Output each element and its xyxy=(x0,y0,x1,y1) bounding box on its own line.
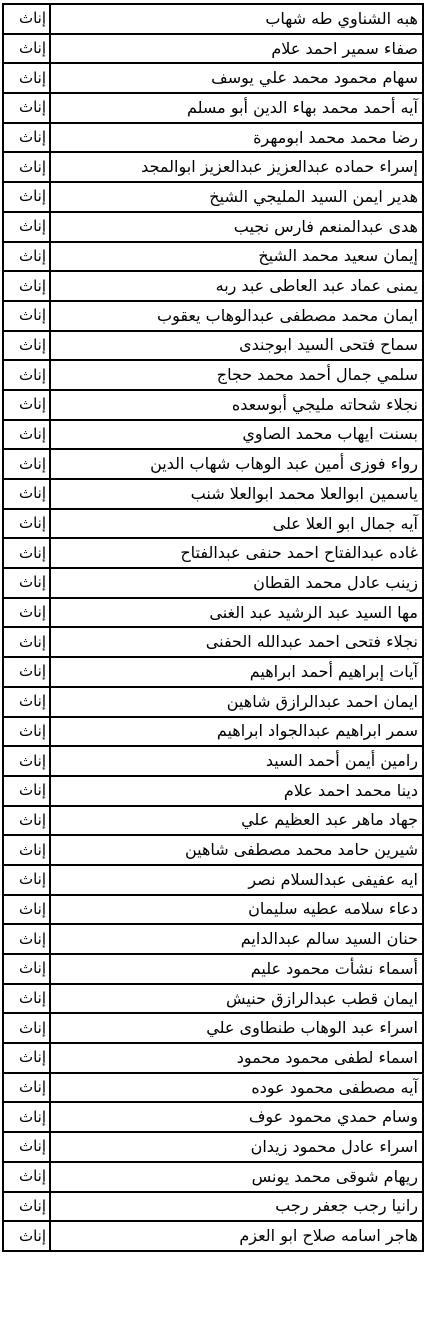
gender-cell: إناث xyxy=(3,806,50,836)
name-cell: آيه أحمد محمد بهاء الدين أبو مسلم xyxy=(50,93,423,123)
gender-cell: إناث xyxy=(3,212,50,242)
name-cell: يمنى عماد عبد العاطى عبد ربه xyxy=(50,271,423,301)
table-row xyxy=(3,509,423,539)
gender-cell: إناث xyxy=(3,123,50,153)
table-row xyxy=(3,123,423,153)
table-row xyxy=(3,34,423,64)
gender-cell: إناث xyxy=(3,390,50,420)
name-cell: هدى عبدالمنعم فارس نجيب xyxy=(50,212,423,242)
name-cell: اسراء عادل محمود زيدان xyxy=(50,1132,423,1162)
table-row xyxy=(3,1221,423,1251)
gender-cell: إناث xyxy=(3,538,50,568)
name-cell: هاجر اسامه صلاح ابو العزم xyxy=(50,1221,423,1251)
gender-cell: إناث xyxy=(3,242,50,272)
gender-cell: إناث xyxy=(3,182,50,212)
name-cell: آيه مصطفى محمود عوده xyxy=(50,1073,423,1103)
table-row xyxy=(3,449,423,479)
gender-cell: إناث xyxy=(3,271,50,301)
table-row xyxy=(3,1073,423,1103)
table-row xyxy=(3,1102,423,1132)
name-cell: ياسمين ابوالعلا محمد ابوالعلا شنب xyxy=(50,479,423,509)
table-row xyxy=(3,360,423,390)
table-row xyxy=(3,924,423,954)
gender-cell: إناث xyxy=(3,568,50,598)
table-row xyxy=(3,568,423,598)
table-row xyxy=(3,271,423,301)
table-row xyxy=(3,627,423,657)
table-row xyxy=(3,242,423,272)
gender-cell: إناث xyxy=(3,1162,50,1192)
gender-cell: إناث xyxy=(3,835,50,865)
table-row xyxy=(3,657,423,687)
name-cell: ايمان احمد عبدالرازق شاهين xyxy=(50,687,423,717)
gender-cell: إناث xyxy=(3,331,50,361)
gender-cell: إناث xyxy=(3,360,50,390)
name-cell: سماح فتحى السيد ابوجندى xyxy=(50,331,423,361)
table-row xyxy=(3,538,423,568)
table-row xyxy=(3,687,423,717)
names-table-body xyxy=(3,4,423,1251)
table-row xyxy=(3,93,423,123)
name-cell: بسنت ايهاب محمد الصاوي xyxy=(50,420,423,450)
name-cell: جهاد ماهر عبد العظيم علي xyxy=(50,806,423,836)
gender-cell: إناث xyxy=(3,865,50,895)
name-cell: رواء فوزى أمين عبد الوهاب شهاب الدين xyxy=(50,449,423,479)
gender-cell: إناث xyxy=(3,1013,50,1043)
table-row xyxy=(3,984,423,1014)
name-cell: هدير ايمن السيد المليجي الشيخ xyxy=(50,182,423,212)
name-cell: إسراء حماده عبدالعزيز عبدالعزيز ابوالمجد xyxy=(50,152,423,182)
gender-cell: إناث xyxy=(3,420,50,450)
table-row xyxy=(3,865,423,895)
gender-cell: إناث xyxy=(3,746,50,776)
gender-cell: إناث xyxy=(3,776,50,806)
name-cell: دينا محمد احمد علام xyxy=(50,776,423,806)
table-row xyxy=(3,212,423,242)
gender-cell: إناث xyxy=(3,984,50,1014)
gender-cell: إناث xyxy=(3,924,50,954)
table-row xyxy=(3,1192,423,1222)
table-row xyxy=(3,479,423,509)
gender-cell: إناث xyxy=(3,4,50,34)
name-cell: رانيا رجب جعفر رجب xyxy=(50,1192,423,1222)
name-cell: إيمان سعيد محمد الشيخ xyxy=(50,242,423,272)
name-cell: صفاء سمير احمد علام xyxy=(50,34,423,64)
table-row xyxy=(3,301,423,331)
gender-cell: إناث xyxy=(3,509,50,539)
table-row xyxy=(3,776,423,806)
table-row xyxy=(3,717,423,747)
name-cell: ريهام شوقى محمد يونس xyxy=(50,1162,423,1192)
table-row xyxy=(3,746,423,776)
gender-cell: إناث xyxy=(3,301,50,331)
table-row xyxy=(3,954,423,984)
name-cell: نجلاء فتحى احمد عبدالله الحفنى xyxy=(50,627,423,657)
gender-cell: إناث xyxy=(3,1221,50,1251)
name-cell: سهام محمود محمد علي يوسف xyxy=(50,63,423,93)
names-table xyxy=(2,3,424,1252)
gender-cell: إناث xyxy=(3,895,50,925)
table-row xyxy=(3,1162,423,1192)
name-cell: اسماء لطفى محمود محمود xyxy=(50,1043,423,1073)
gender-cell: إناث xyxy=(3,1132,50,1162)
name-cell: نجلاء شحاته مليجي أبوسعده xyxy=(50,390,423,420)
name-cell: وسام حمدي محمود عوف xyxy=(50,1102,423,1132)
gender-cell: إناث xyxy=(3,449,50,479)
gender-cell: إناث xyxy=(3,1073,50,1103)
gender-cell: إناث xyxy=(3,93,50,123)
table-row xyxy=(3,598,423,628)
gender-cell: إناث xyxy=(3,687,50,717)
gender-cell: إناث xyxy=(3,598,50,628)
gender-cell: إناث xyxy=(3,627,50,657)
name-cell: سمر ابراهيم عبدالجواد ابراهيم xyxy=(50,717,423,747)
table-row xyxy=(3,1043,423,1073)
table-row xyxy=(3,4,423,34)
gender-cell: إناث xyxy=(3,479,50,509)
gender-cell: إناث xyxy=(3,717,50,747)
name-cell: حنان السيد سالم عبدالدايم xyxy=(50,924,423,954)
name-cell: أسماء نشأت محمود عليم xyxy=(50,954,423,984)
name-cell: زينب عادل محمد القطان xyxy=(50,568,423,598)
name-cell: دعاء سلامه عطيه سليمان xyxy=(50,895,423,925)
table-row xyxy=(3,1132,423,1162)
gender-cell: إناث xyxy=(3,657,50,687)
table-row xyxy=(3,835,423,865)
name-cell: اسراء عبد الوهاب طنطاوى علي xyxy=(50,1013,423,1043)
table-row xyxy=(3,420,423,450)
name-cell: رامين أيمن أحمد السيد xyxy=(50,746,423,776)
gender-cell: إناث xyxy=(3,34,50,64)
name-cell: ايمان محمد مصطفى عبدالوهاب يعقوب xyxy=(50,301,423,331)
table-row xyxy=(3,182,423,212)
name-cell: رضا محمد محمد ابومهرة xyxy=(50,123,423,153)
table-row xyxy=(3,390,423,420)
gender-cell: إناث xyxy=(3,63,50,93)
table-row xyxy=(3,895,423,925)
gender-cell: إناث xyxy=(3,1102,50,1132)
table-row xyxy=(3,331,423,361)
name-cell: مها السيد عبد الرشيد عبد الغنى xyxy=(50,598,423,628)
table-row xyxy=(3,1013,423,1043)
name-cell: غاده عبدالفتاح احمد حنفى عبدالفتاح xyxy=(50,538,423,568)
table-row xyxy=(3,152,423,182)
name-cell: شيرين حامد محمد مصطفى شاهين xyxy=(50,835,423,865)
table-row xyxy=(3,806,423,836)
gender-cell: إناث xyxy=(3,1043,50,1073)
gender-cell: إناث xyxy=(3,954,50,984)
gender-cell: إناث xyxy=(3,152,50,182)
name-cell: ايمان قطب عبدالرازق حنيش xyxy=(50,984,423,1014)
gender-cell: إناث xyxy=(3,1192,50,1222)
name-cell: هبه الشناوي طه شهاب xyxy=(50,4,423,34)
name-cell: ايه عفيفى عبدالسلام نصر xyxy=(50,865,423,895)
name-cell: سلمي جمال أحمد محمد حجاج xyxy=(50,360,423,390)
table-row xyxy=(3,63,423,93)
name-cell: آيه جمال ابو العلا على xyxy=(50,509,423,539)
name-cell: آيات إبراهيم أحمد ابراهيم xyxy=(50,657,423,687)
